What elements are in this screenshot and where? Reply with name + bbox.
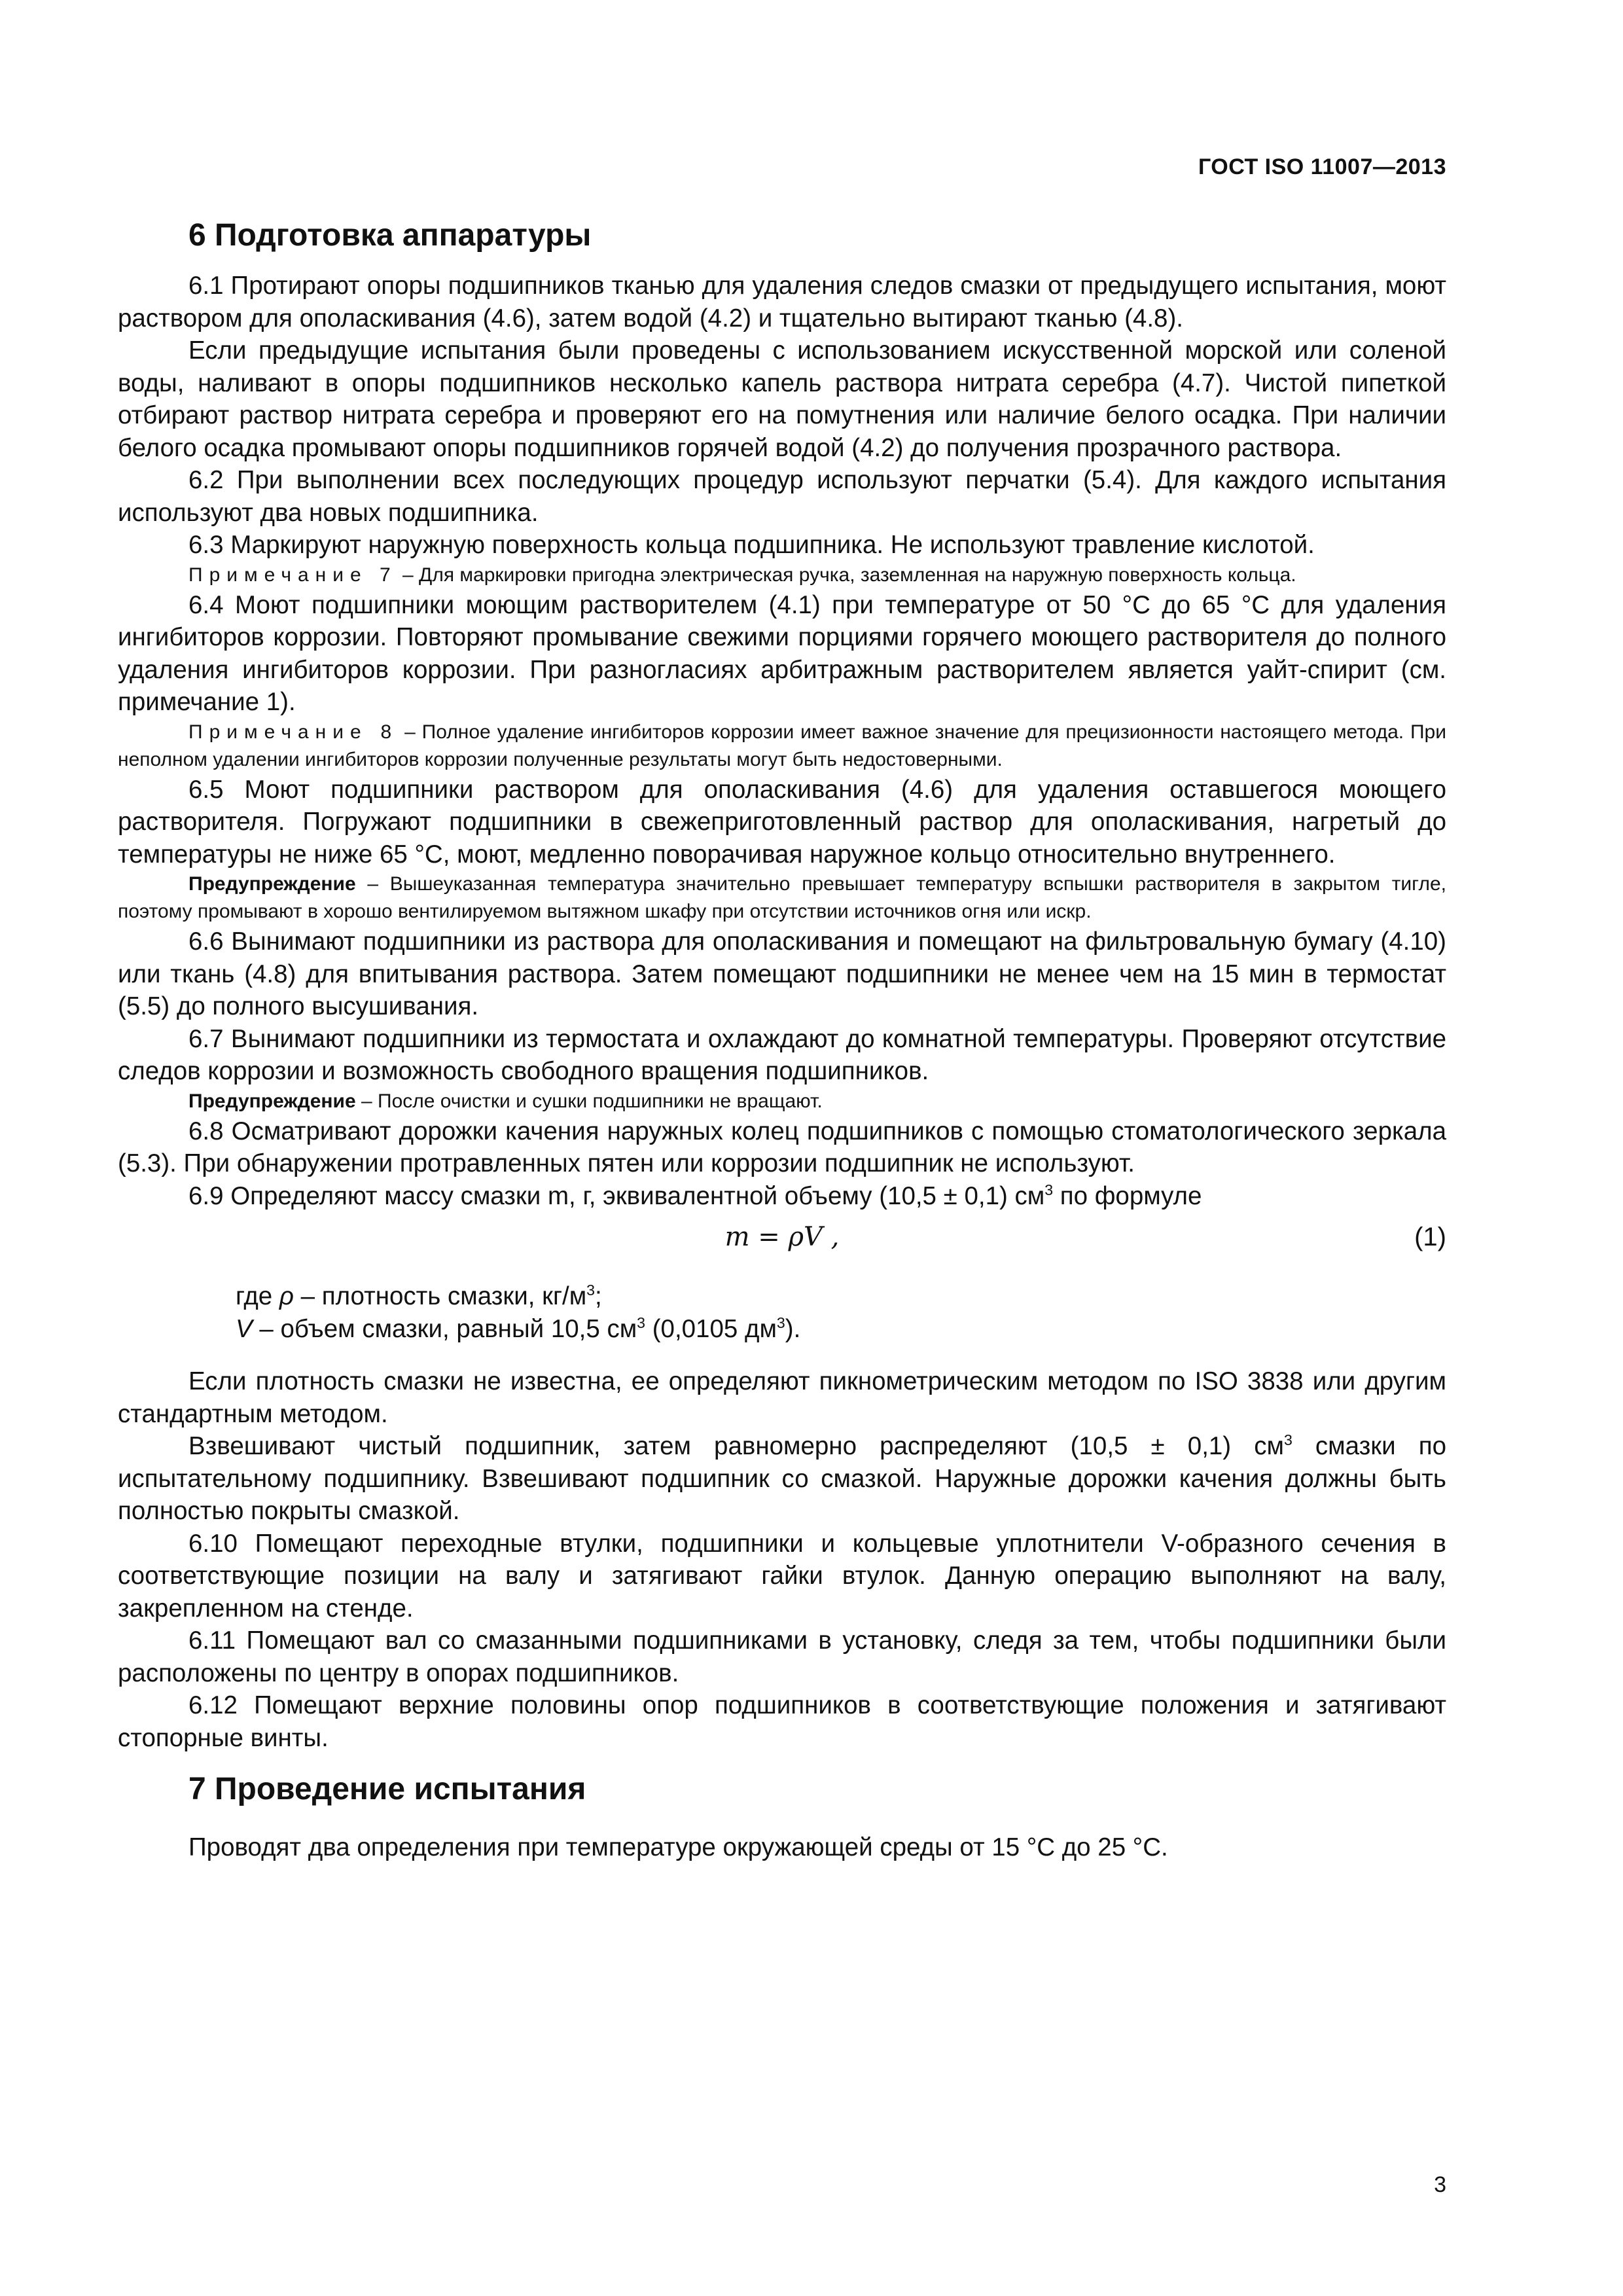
legend-rho-text: – плотность смазки, кг/м <box>293 1282 587 1310</box>
warning-1-text: – Вышеуказанная температура значительно превышает температуру вспышки растворителя в закрытом тигле, поэтому промывают в хорошо вентилируемом вытяжном шкафу при отсутствии источников огня или искр. <box>118 873 1446 922</box>
section-7 <box>118 1770 1446 1864</box>
legend-rho-symbol: ρ <box>279 1282 294 1310</box>
legend-rho <box>236 1280 1446 1313</box>
superscript-cubic: 3 <box>1044 1181 1054 1198</box>
paragraph-6-9 <box>118 1180 1446 1213</box>
section-6-title: 6 Подготовка аппаратуры <box>188 218 592 253</box>
legend-where: где <box>236 1282 279 1310</box>
warning-2-text: – После очистки и сушки подшипники не вращают. <box>355 1090 823 1112</box>
legend-rho-sup: 3 <box>586 1282 596 1299</box>
paragraph-6-8: 6.8 Осматривают дорожки качения наружных колец подшипников с помощью стоматологического зеркала (5.3). При обнаружении протравленных пятен или коррозии подшипник не используют. <box>118 1117 1446 1177</box>
legend-v-text: – объем смазки, равный 10,5 см <box>252 1315 637 1343</box>
legend-v-sup-2: 3 <box>776 1314 785 1332</box>
note-7-text: – Для маркировки пригодна электрическая ручка, заземленная на наружную поверхность кольца. <box>397 564 1296 586</box>
paragraph-6-5: 6.5 Моют подшипники раствором для ополаскивания (4.6) для удаления оставшегося моющего растворителя. Погружают подшипники в свежеприготовленный раствор для ополаскивания, нагретый до температуры не ниже 65 °С, моют, медленно поворачивая наружное кольцо относительно внутреннего. <box>118 775 1446 869</box>
paragraph-6-7: 6.7 Вынимают подшипники из термостата и охлаждают до комнатной температуры. Проверяют отсутствие следов коррозии и возможность свободного вращения подшипников. <box>118 1024 1446 1085</box>
page-content <box>118 216 1446 1864</box>
paragraph-6-1: 6.1 Протирают опоры подшипников тканью для удаления следов смазки от предыдущего испытания, моют раствором для ополаскивания (4.6), затем водой (4.2) и тщательно вытирают тканью (4.8). <box>118 272 1446 332</box>
paragraph-6-12: 6.12 Помещают верхние половины опор подшипников в соответствующие положения и затягивают стопорные винты. <box>118 1691 1446 1752</box>
section-7-title: 7 Проведение испытания <box>188 1772 586 1806</box>
paragraph-weighing-text-end: смазки по испытательному подшипнику. Взвешивают подшипник со смазкой. Наружные дорожки качения должны быть полностью покрыты смазкой. <box>118 1432 1447 1525</box>
paragraph-6-6: 6.6 Вынимают подшипники из раствора для ополаскивания и помещают на фильтровальную бумагу (4.10) или ткань (4.8) для впитывания раствора. Затем помещают подшипники не менее чем на 15 мин в термостат (5.5) до полного высушивания. <box>118 927 1446 1020</box>
paragraph-6-4: 6.4 Моют подшипники моющим растворителем (4.1) при температуре от 50 °С до 65 °С для удаления ингибиторов коррозии. Повторяют промывание свежими порциями горячего моющего растворителя до полного удаления ингибиторов коррозии. При разногласиях арбитражным растворителем является уайт-спирит (см. примечание 1). <box>118 590 1446 716</box>
legend-v-sup-1: 3 <box>637 1314 646 1332</box>
legend-v-symbol: V <box>236 1315 253 1343</box>
paragraph-weighing-text: Взвешивают чистый подшипник, затем равномерно распределяют (10,5 ± 0,1) см <box>188 1432 1284 1460</box>
formula-row <box>118 1212 1446 1262</box>
note-8-text: – Полное удаление ингибиторов коррозии имеет важное значение для прецизионности настоящего метода. При неполном удалении ингибиторов коррозии полученные результаты могут быть недостоверными. <box>118 721 1446 770</box>
legend-volume <box>236 1313 1446 1346</box>
paragraph-6-10: 6.10 Помещают переходные втулки, подшипники и кольцевые уплотнители V-образного сечения в соответствующие позиции на валу и затягивают гайки втулок. Данную операцию выполняют на валу, закрепленном на стенде. <box>118 1529 1446 1623</box>
note-7 <box>118 562 1446 589</box>
paragraph-weighing-sup: 3 <box>1283 1431 1293 1449</box>
legend-rho-end: ; <box>595 1282 602 1310</box>
paragraph-6-3: 6.3 Маркируют наружную поверхность кольца подшипника. Не используют травление кислотой. <box>188 531 1315 559</box>
warning-1 <box>118 870 1446 925</box>
formula-legend <box>236 1280 1446 1346</box>
page-number: 3 <box>1434 2172 1446 2197</box>
paragraph-6-9-text-end: по формуле <box>1053 1181 1202 1210</box>
note-7-label: Примечание 7 <box>188 564 397 586</box>
warning-2 <box>118 1088 1446 1115</box>
standard-code-header: ГОСТ ISO 11007—2013 <box>1198 154 1446 179</box>
paragraph-6-11: 6.11 Помещают вал со смазанными подшипниками в установку, следя за тем, чтобы подшипники были расположены по центру в опорах подшипников. <box>118 1626 1446 1687</box>
formula-mass: m = ρV , <box>724 1222 840 1252</box>
paragraph-6-1-seawater: Если предыдущие испытания были проведены с использованием искусственной морской или соленой воды, наливают в опоры подшипников несколько капель раствора нитрата серебра (4.7). Чистой пипеткой отбирают раствор нитрата серебра и проверяют его на помутнения или наличие белого осадка. При наличии белого осадка промывают опоры подшипников горячей водой (4.2) до получения прозрачного раствора. <box>118 336 1446 462</box>
paragraph-6-9-text: 6.9 Определяют массу смазки m, г, эквивалентной объему (10,5 ± 0,1) см <box>188 1181 1045 1210</box>
warning-2-label: Предупреждение <box>188 1090 356 1112</box>
legend-v-end: ). <box>785 1315 801 1343</box>
formula-number: (1) <box>1414 1223 1446 1251</box>
paragraph-6-2: 6.2 При выполнении всех последующих процедур используют перчатки (5.4). Для каждого испытания используют два новых подшипника. <box>118 466 1446 527</box>
paragraph-density: Если плотность смазки не известна, ее определяют пикнометрическим методом по ISO 3838 или другим стандартным методом. <box>118 1367 1446 1428</box>
note-8 <box>118 719 1446 774</box>
paragraph-7: Проводят два определения при температуре окружающей среды от 15 °С до 25 °С. <box>188 1833 1168 1861</box>
paragraph-weighing <box>118 1430 1446 1528</box>
warning-1-label: Предупреждение <box>188 873 356 895</box>
legend-v-text-2: (0,0105 дм <box>645 1315 777 1343</box>
note-8-label: Примечание 8 <box>188 721 399 743</box>
